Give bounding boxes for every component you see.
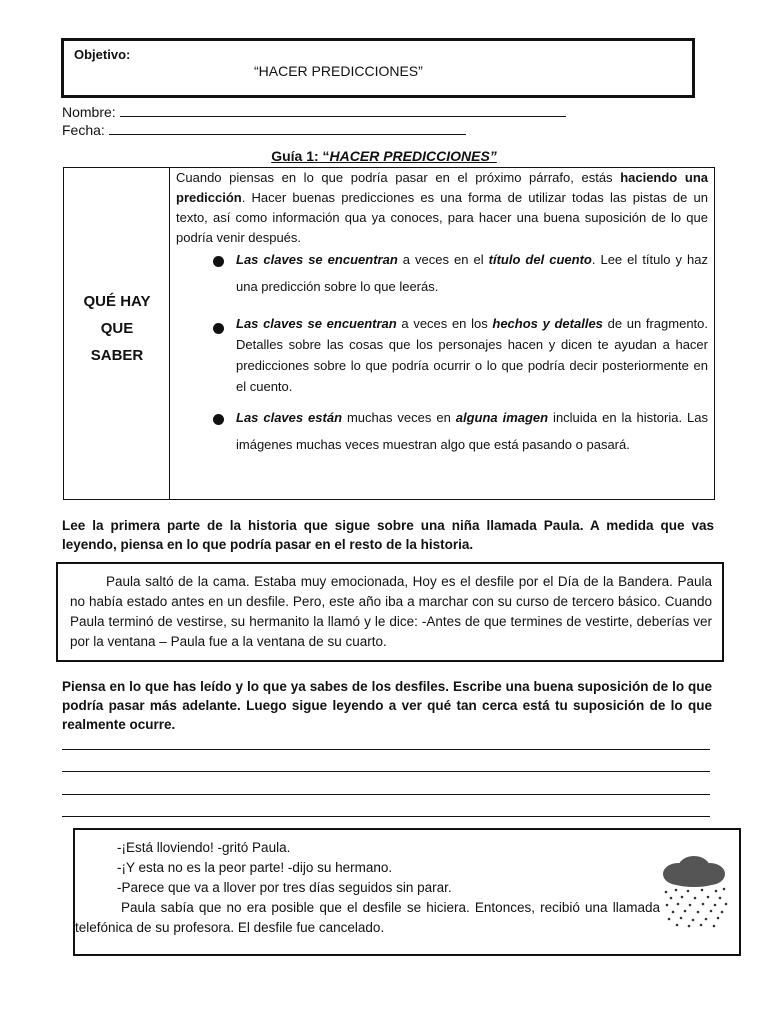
answer-line[interactable] (62, 749, 710, 750)
name-label: Nombre: (62, 104, 116, 120)
instruction-predict: Piensa en lo que has leído y lo que ya sabes de los desfiles. Escribe una buena suposición de lo que podría pasar más adelante. Luego sigue leyendo a ver qué tan cerca está tu suposición de lo que realmente ocurre. (62, 679, 712, 732)
guide-title (0, 148, 768, 164)
story-text: Paula saltó de la cama. Estaba muy emocionada, Hoy es el desfile por el Día de la Bandera. Paula no había estado antes en un desfile. Pero, este año iba a marchar con su curso de tercero básico. Cuando Paula terminó de vestirse, su hermanito la llamó y le dice: -Antes de que termines de vestirte, deberías ver por la ventana – Paula fue a la ventana de su cuarto. (70, 574, 712, 649)
know-heading: QUÉ HAY QUE SABER (83, 293, 151, 364)
bullet-dot (213, 256, 224, 267)
answer-line[interactable] (62, 794, 710, 795)
dialogue-line: -¡Y esta no es la peor parte! -dijo su hermano. (117, 860, 393, 875)
bullet-facts-clue: Las claves se encuentran a veces en los hechos y detalles de un fragmento. Detalles sobre las cosas que los personajes hacen y dicen te ayudan a hacer predicciones sobre lo que podría ocurrir o lo que podría decir posteriormente en el cuento. (196, 313, 708, 397)
guide-title-text: HACER PREDICCIONES” (329, 148, 497, 164)
guide-prefix: Guía 1: “ (271, 148, 330, 164)
dialogue-line: -¡Está lloviendo! -gritó Paula. (117, 840, 291, 855)
dialogue-line: -Parece que va a llover por tres días seguidos sin parar. (117, 880, 452, 895)
objective-label: Objetivo: (74, 47, 131, 62)
continuation-text (75, 838, 660, 938)
know-content (176, 168, 709, 452)
rain-cloud-icon (658, 854, 730, 929)
know-table (63, 167, 715, 500)
instruction-read: Lee la primera parte de la historia que sigue sobre una niña llamada Paula. A medida que vas leyendo, piensa en lo que podría pasar en el resto de la historia. (62, 518, 714, 552)
continuation-box (73, 828, 741, 956)
bullet-dot (213, 323, 224, 334)
answer-line[interactable] (62, 816, 710, 817)
bullet-image-clue: Las claves están muchas veces en alguna imagen incluida en la historia. Las imágenes muchas veces muestran algo que está pasando o pasará. (196, 404, 708, 458)
objective-box (61, 38, 695, 98)
bullet-title-clue: Las claves se encuentran a veces en el título del cuento. Lee el título y haz una predicción sobre lo que leerás. (196, 246, 708, 300)
objective-title: “HACER PREDICCIONES” (254, 63, 423, 79)
name-line[interactable] (120, 104, 566, 117)
answer-line[interactable] (62, 771, 710, 772)
know-heading-cell (64, 168, 170, 499)
bullet-dot (213, 414, 224, 425)
story-box (56, 562, 724, 662)
date-field[interactable] (62, 122, 466, 138)
continuation-paragraph: Paula sabía que no era posible que el desfile se hiciera. Entonces, recibió una llamada telefónica de su profesora. El desfile fue cancelado. (75, 900, 660, 935)
name-field[interactable] (62, 104, 566, 120)
date-line[interactable] (109, 122, 466, 135)
date-label: Fecha: (62, 122, 105, 138)
know-intro: Cuando piensas en lo que podría pasar en el próximo párrafo, estás haciendo una predicción. Hacer buenas predicciones es una forma de utilizar todas las pistas de un texto, así como información qua ya conoces, para hacer una buena suposición de lo que podría venir después. (176, 170, 708, 245)
